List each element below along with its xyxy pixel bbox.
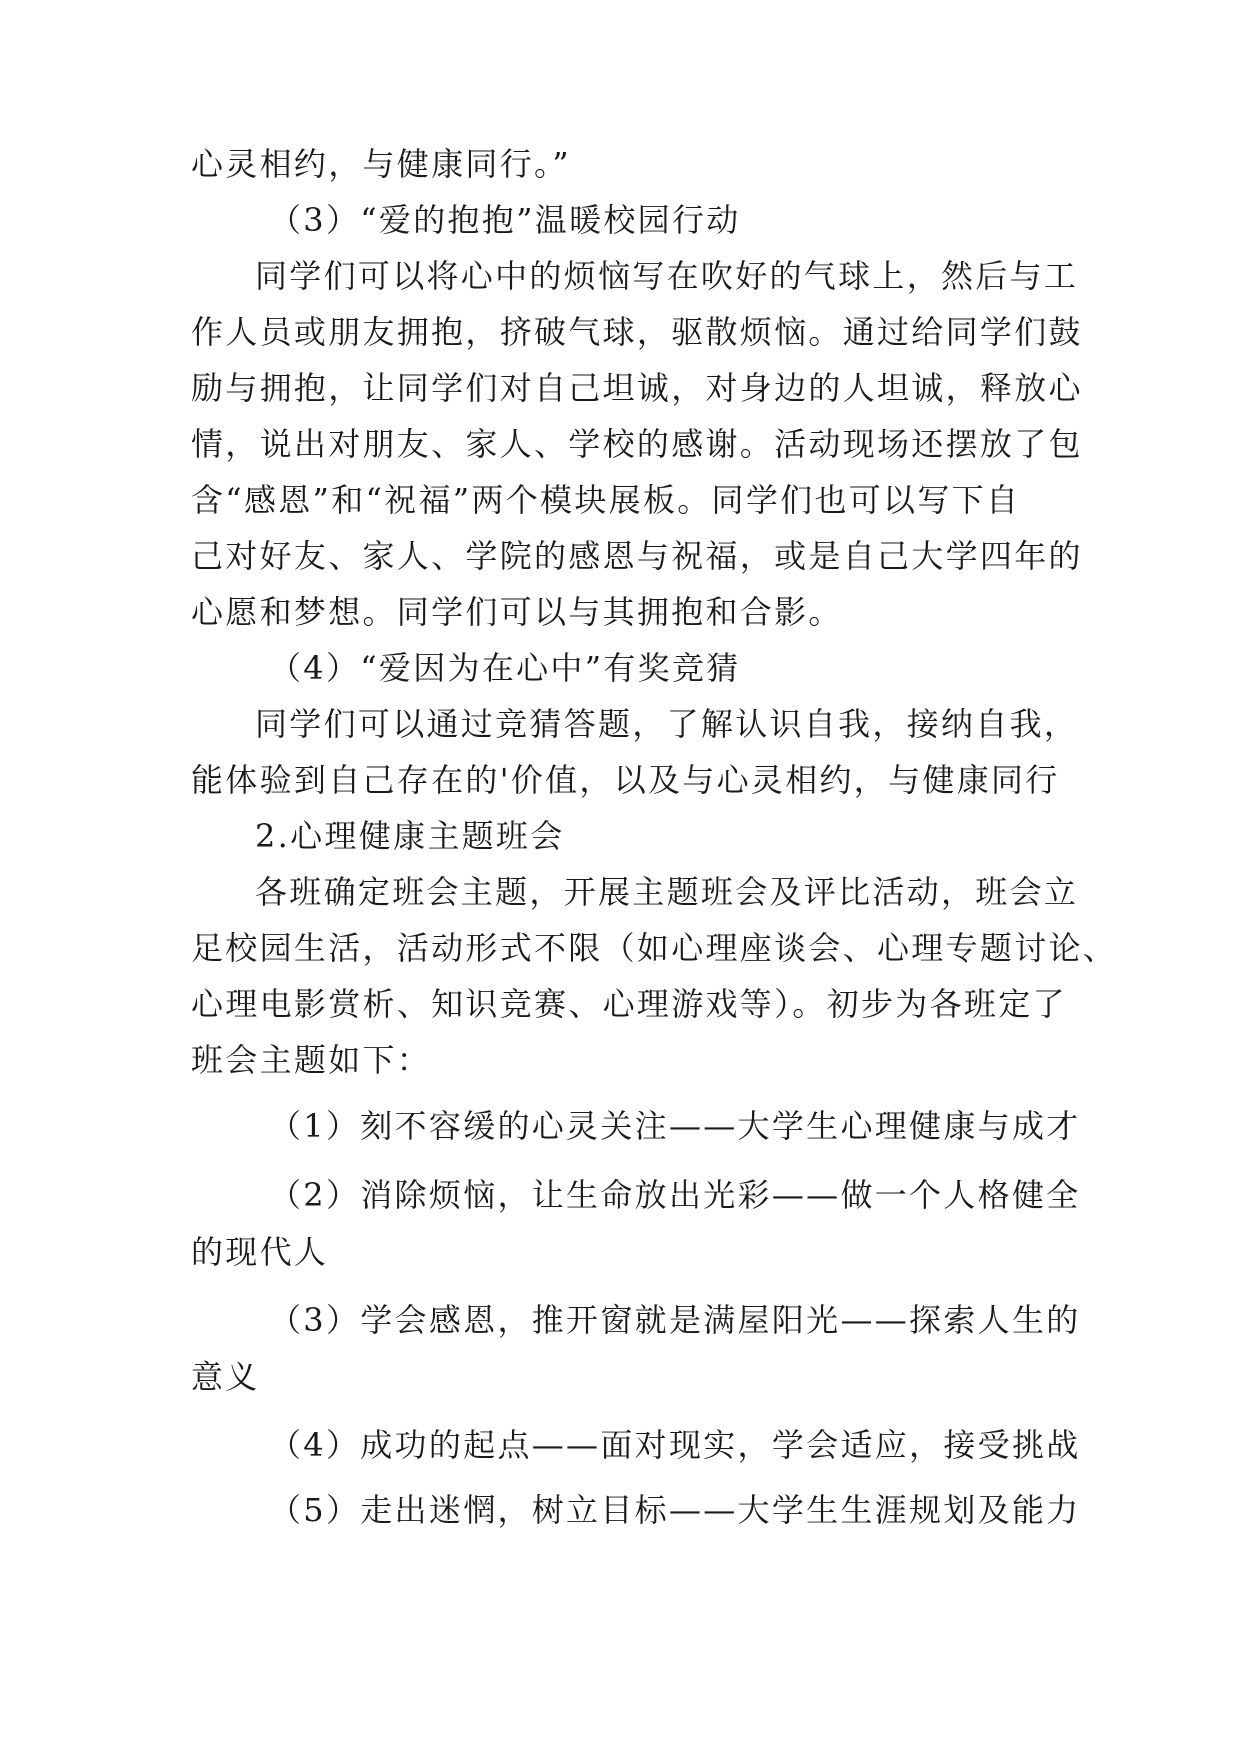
- text-line: 含“感恩”和“祝福”两个模块展板。同学们也可以写下自: [191, 481, 1021, 519]
- section-heading: 2.心理健康主题班会: [255, 817, 565, 855]
- section-heading: （4）“爱因为在心中”有奖竞猜: [269, 649, 741, 687]
- text-line: 作人员或朋友拥抱，挤破气球，驱散烦恼。通过给同学们鼓: [191, 313, 1083, 351]
- text-line: 心理电影赏析、知识竞赛、心理游戏等）。初步为各班定了: [191, 985, 1067, 1023]
- list-item: （3）学会感恩，推开窗就是满屋阳光——探索人生的: [269, 1301, 1081, 1339]
- text-line: 能体验到自己存在的'价值，以及与心灵相约，与健康同行: [191, 761, 1060, 799]
- text-line: 同学们可以通过竞猜答题，了解认识自我，接纳自我，: [255, 705, 1079, 743]
- text-line: 足校园生活，活动形式不限（如心理座谈会、心理专题讨论、: [191, 929, 1118, 967]
- text-line: 心愿和梦想。同学们可以与其拥抱和合影。: [191, 593, 843, 631]
- text-line: 意义: [191, 1358, 260, 1396]
- text-line: 班会主题如下：: [191, 1041, 432, 1079]
- list-item: （1）刻不容缓的心灵关注——大学生心理健康与成才: [269, 1107, 1081, 1145]
- text-line: 的现代人: [191, 1233, 329, 1271]
- section-heading: （3）“爱的抱抱”温暖校园行动: [269, 201, 741, 239]
- text-line: 各班确定班会主题，开展主题班会及评比活动，班会立: [255, 873, 1079, 911]
- text-line: 己对好友、家人、学院的感恩与祝福，或是自己大学四年的: [191, 537, 1083, 575]
- list-item: （5）走出迷惘，树立目标——大学生生涯规划及能力: [269, 1491, 1081, 1529]
- text-line: 励与拥抱，让同学们对自己坦诚，对身边的人坦诚，释放心: [191, 369, 1083, 407]
- text-line: 情，说出对朋友、家人、学校的感谢。活动现场还摆放了包: [191, 425, 1083, 463]
- text-line: 心灵相约，与健康同行。”: [191, 145, 571, 183]
- list-item: （4）成功的起点——面对现实，学会适应，接受挑战: [269, 1426, 1081, 1464]
- list-item: （2）消除烦恼，让生命放出光彩——做一个人格健全: [269, 1176, 1081, 1214]
- text-line: 同学们可以将心中的烦恼写在吹好的气球上，然后与工: [255, 257, 1079, 295]
